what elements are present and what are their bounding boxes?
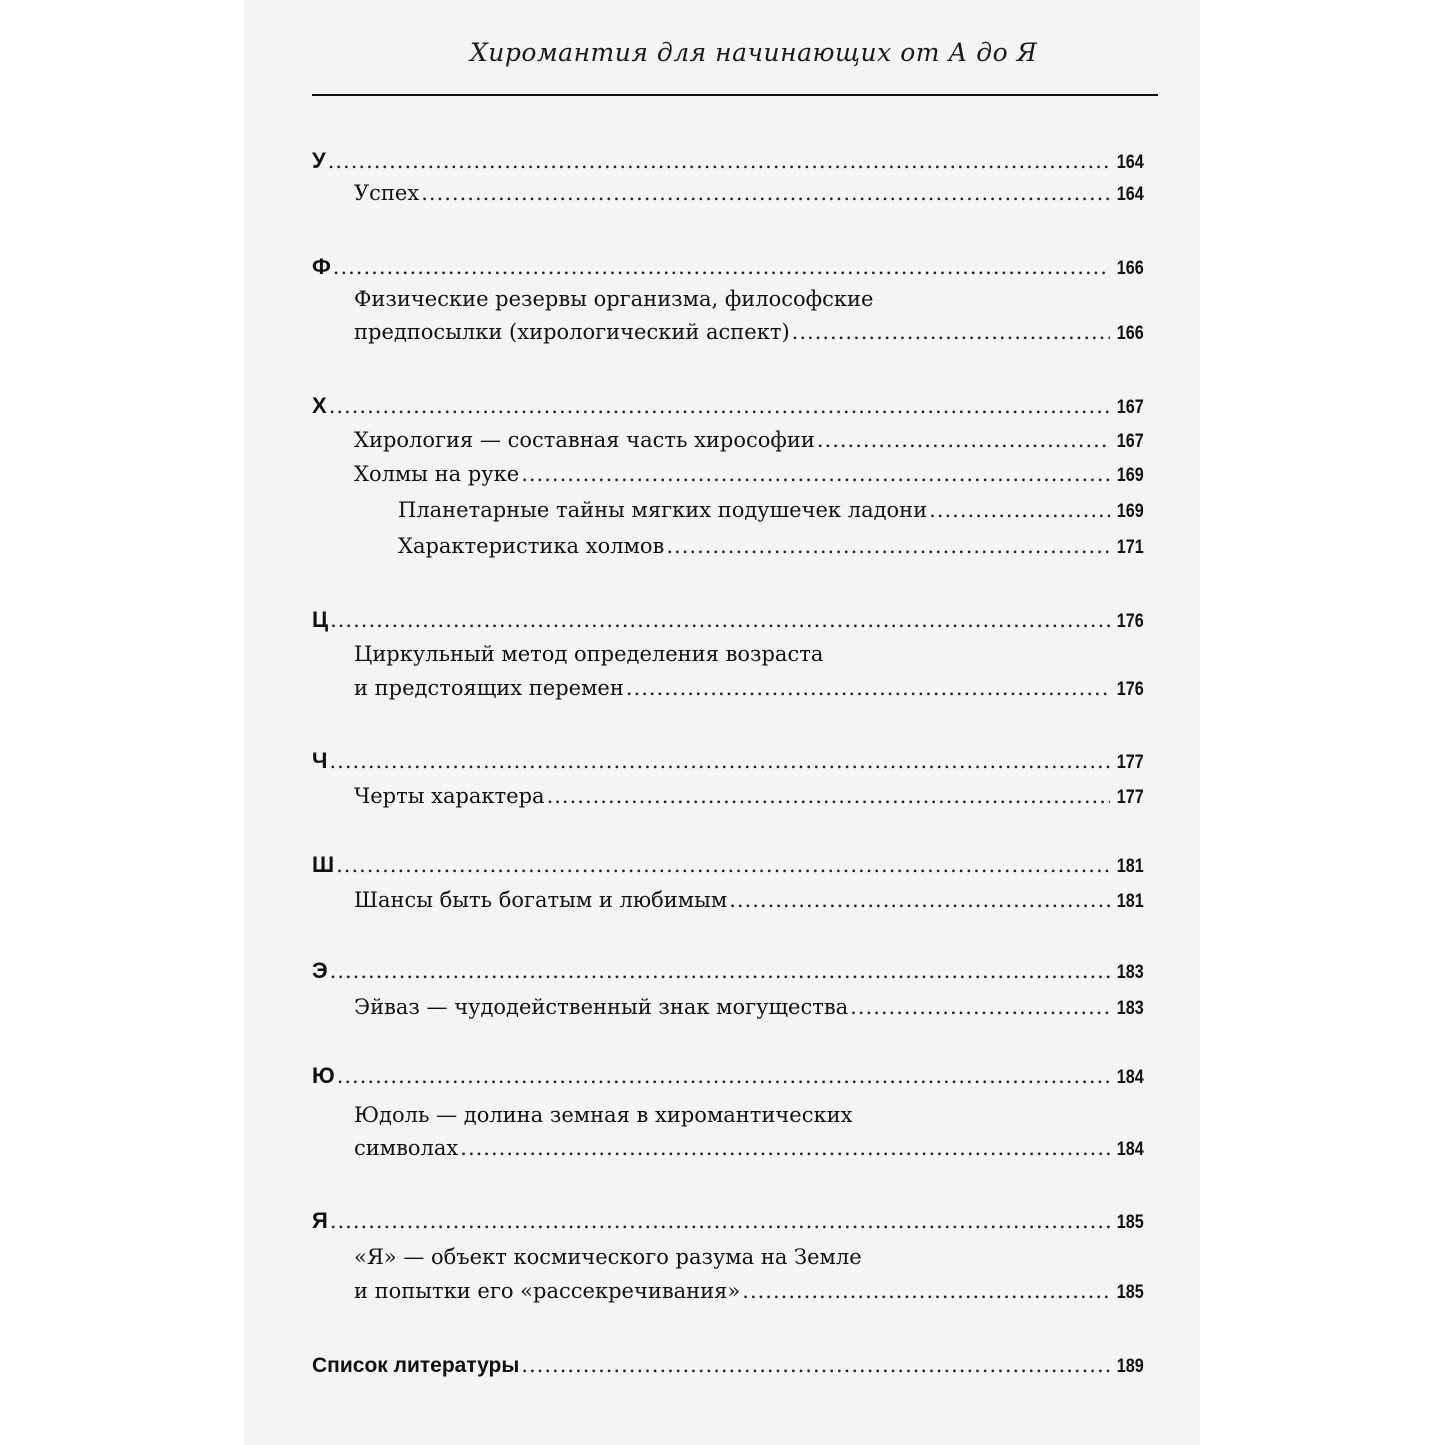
entry-title-line: Циркульный метод определения возраста: [354, 642, 824, 666]
toc-section-c: [312, 607, 1144, 637]
leader-dots: [666, 534, 1110, 558]
page-number: 171: [1117, 537, 1144, 558]
page-number: 164: [1117, 184, 1144, 205]
leader-dots: [521, 1353, 1110, 1377]
toc-section-ch: [312, 748, 1144, 778]
section-letter: Х: [312, 393, 327, 418]
page-number: 189: [1117, 1356, 1144, 1377]
page-number: 176: [1117, 679, 1144, 700]
page-number: 167: [1117, 397, 1144, 418]
leader-dots: [330, 1209, 1110, 1233]
page-number: 167: [1117, 431, 1144, 452]
page-number: 183: [1117, 998, 1144, 1019]
header-rule: [312, 94, 1158, 96]
entry-title-line: «Я» — объект космического разума на Земле: [354, 1245, 862, 1269]
leader-dots: [742, 1279, 1110, 1303]
page-number: 184: [1117, 1139, 1144, 1160]
page-number: 176: [1117, 611, 1144, 632]
leader-dots: [626, 676, 1110, 700]
toc-entry: [354, 1136, 1144, 1166]
entry-title: Хирология — составная часть хирософии: [354, 428, 815, 452]
section-letter: Ч: [312, 748, 328, 773]
page-number: 181: [1117, 856, 1144, 877]
toc-bibliography: [312, 1353, 1144, 1383]
toc-section-yu: [312, 1063, 1144, 1093]
page-number: 166: [1117, 323, 1144, 344]
leader-dots: [328, 149, 1111, 173]
section-letter: Я: [312, 1208, 328, 1233]
leader-dots: [929, 498, 1110, 522]
entry-title: Список литературы: [312, 1354, 520, 1377]
toc-section-sh: [312, 852, 1144, 882]
page-number: 177: [1117, 752, 1144, 773]
toc-section-ya: [312, 1208, 1144, 1238]
page-number: 169: [1117, 501, 1144, 522]
leader-dots: [330, 959, 1111, 983]
page-number: 183: [1117, 962, 1144, 983]
entry-title: Эйваз — чудодейственный знак могущества: [354, 995, 849, 1019]
section-letter: Э: [312, 958, 328, 983]
entry-title: Шансы быть богатым и любимым: [354, 888, 728, 912]
leader-dots: [329, 394, 1111, 418]
toc-entry: [354, 181, 1144, 211]
toc-subentry: [398, 498, 1144, 528]
entry-title: Черты характера: [354, 784, 545, 808]
leader-dots: [850, 995, 1110, 1019]
entry-title-line: Юдоль — долина земная в хиромантических: [354, 1103, 853, 1127]
leader-dots: [336, 853, 1110, 877]
page-number: 181: [1117, 891, 1144, 912]
entry-title: и предстоящих перемен: [354, 676, 624, 700]
toc-entry: [354, 320, 1144, 350]
section-letter: Ю: [312, 1063, 335, 1088]
leader-dots: [547, 784, 1111, 808]
entry-title: Холмы на руке: [354, 462, 520, 486]
entry-title: предпосылки (хирологический аспект): [354, 320, 790, 344]
running-title: Хиромантия для начинающих от А до Я: [470, 38, 1038, 67]
toc-entry: [354, 888, 1144, 918]
toc-entry: [354, 1279, 1144, 1309]
entry-title-line: Физические резервы организма, философские: [354, 287, 874, 311]
page-number: 177: [1117, 787, 1144, 808]
toc-section-e: [312, 958, 1144, 988]
leader-dots: [329, 749, 1110, 773]
entry-title: символах: [354, 1136, 459, 1160]
leader-dots: [337, 1064, 1111, 1088]
page-number: 184: [1117, 1067, 1144, 1088]
page-number: 185: [1117, 1282, 1144, 1303]
leader-dots: [792, 320, 1111, 344]
toc-entry: [354, 462, 1144, 492]
toc-entry: [354, 428, 1144, 458]
toc-entry: [354, 995, 1144, 1025]
toc-subentry: [398, 534, 1144, 564]
leader-dots: [729, 888, 1110, 912]
leader-dots: [333, 255, 1111, 279]
toc-entry: [354, 676, 1144, 706]
section-letter: Ф: [312, 254, 331, 279]
entry-title: Характеристика холмов: [398, 534, 665, 558]
section-letter: Ц: [312, 607, 329, 632]
toc-entry: [354, 784, 1144, 814]
leader-dots: [817, 428, 1110, 452]
leader-dots: [421, 181, 1110, 205]
leader-dots: [460, 1136, 1110, 1160]
entry-title: Успех: [354, 181, 420, 205]
toc-section-u: [312, 148, 1144, 178]
entry-title: и попытки его «рассекречивания»: [354, 1279, 741, 1303]
leader-dots: [521, 462, 1110, 486]
toc-section-f: [312, 254, 1144, 284]
page-number: 169: [1117, 465, 1144, 486]
leader-dots: [330, 608, 1110, 632]
toc-section-h: [312, 393, 1144, 423]
section-letter: У: [312, 148, 326, 173]
page-number: 185: [1117, 1212, 1144, 1233]
page-number: 164: [1117, 152, 1144, 173]
section-letter: Ш: [312, 852, 335, 877]
entry-title: Планетарные тайны мягких подушечек ладони: [398, 498, 928, 522]
page-number: 166: [1117, 258, 1144, 279]
